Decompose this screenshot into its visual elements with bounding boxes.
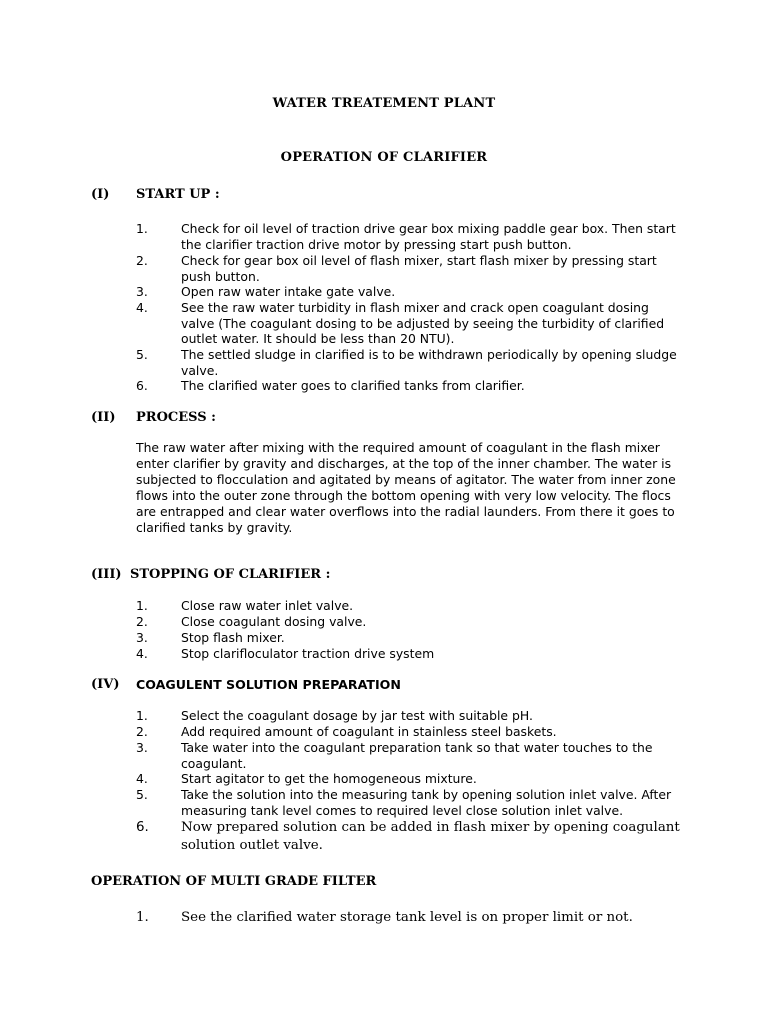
document-subtitle: OPERATION OF CLARIFIER [280, 150, 488, 165]
list-number: 5. [136, 347, 148, 362]
list-number: 6. [136, 820, 149, 835]
list-text: Stop clarifloculator traction drive system [181, 646, 435, 661]
list-text: Take the solution into the measuring tank by opening solution inlet valve. After measuring tank level comes to required level close solution inlet valve. [181, 787, 672, 818]
list-text: Close coagulant dosing valve. [181, 614, 367, 629]
list-number: 3. [136, 284, 148, 299]
list-number: 3. [136, 740, 148, 755]
list-text: Stop flash mixer. [181, 630, 285, 645]
list-number: 1. [136, 708, 148, 723]
list-number: 4. [136, 771, 148, 786]
list-text: Now prepared solution can be added in flash mixer by opening coagulant solution outlet valve. [181, 820, 680, 853]
section-number: (IV) [91, 677, 120, 692]
list-number: 4. [136, 646, 148, 661]
list-number: 1. [136, 221, 148, 236]
list-text: The clarified water goes to clarified tanks from clarifier. [181, 378, 525, 393]
list-text: Check for oil level of traction drive gear box mixing paddle gear box. Then start the clarifier traction drive motor by pressing start push button. [181, 221, 676, 252]
section-heading: STOPPING OF CLARIFIER : [130, 567, 331, 582]
list-number: 1. [136, 910, 149, 925]
list-text: See the clarified water storage tank level is on proper limit or not. [181, 910, 633, 925]
list-text: Select the coagulant dosage by jar test with suitable pH. [181, 708, 533, 723]
list-number: 4. [136, 300, 148, 315]
section-heading: COAGULENT SOLUTION PREPARATION [136, 677, 401, 692]
list-number: 2. [136, 614, 148, 629]
section-number: (I) [91, 187, 110, 202]
list-text: Open raw water intake gate valve. [181, 284, 396, 299]
list-number: 2. [136, 253, 148, 268]
list-number: 6. [136, 378, 148, 393]
list-text: Start agitator to get the homogeneous mixture. [181, 771, 477, 786]
process-paragraph: The raw water after mixing with the required amount of coagulant in the flash mixer enter clarifier by gravity and discharges, at the top of the inner chamber. The water is subjected to flocculation and agitated by means of agitator. The water from inner zone flows into the outer zone through the bottom opening with very low velocity. The flocs are entrapped and clear water overflows into the radial launders. From there it goes to clarified tanks by gravity. [136, 440, 676, 535]
list-number: 3. [136, 630, 148, 645]
list-text: See the raw water turbidity in flash mixer and crack open coagulant dosing valve (The coagulant dosing to be adjusted by seeing the turbidity of clarified outlet water. It should be less than 20 NTU). [181, 300, 665, 347]
list-number: 5. [136, 787, 148, 802]
list-text: Check for gear box oil level of flash mixer, start flash mixer by pressing start push button. [181, 253, 657, 284]
list-text: The settled sludge in clarified is to be withdrawn periodically by opening sludge valve. [181, 347, 677, 378]
section-heading: OPERATION OF MULTI GRADE FILTER [91, 874, 377, 889]
section-heading: PROCESS : [136, 410, 216, 425]
section-number: (III) [91, 567, 122, 582]
list-text: Close raw water inlet valve. [181, 598, 354, 613]
list-text: Take water into the coagulant preparation tank so that water touches to the coagulant. [181, 740, 653, 771]
document-title: WATER TREATEMENT PLANT [272, 96, 496, 111]
list-text: Add required amount of coagulant in stainless steel baskets. [181, 724, 557, 739]
section-heading: START UP : [136, 187, 220, 202]
list-number: 1. [136, 598, 148, 613]
list-number: 2. [136, 724, 148, 739]
section-number: (II) [91, 410, 116, 425]
